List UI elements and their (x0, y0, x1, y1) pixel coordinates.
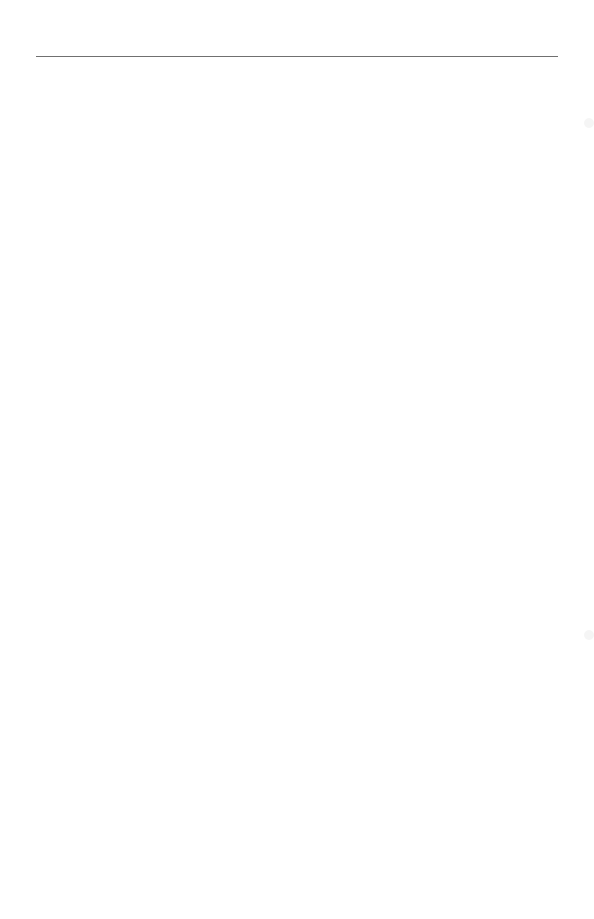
running-header (36, 34, 558, 52)
page-edge-mark (584, 118, 594, 128)
header-rule (36, 56, 558, 57)
page-edge-mark (584, 630, 594, 640)
